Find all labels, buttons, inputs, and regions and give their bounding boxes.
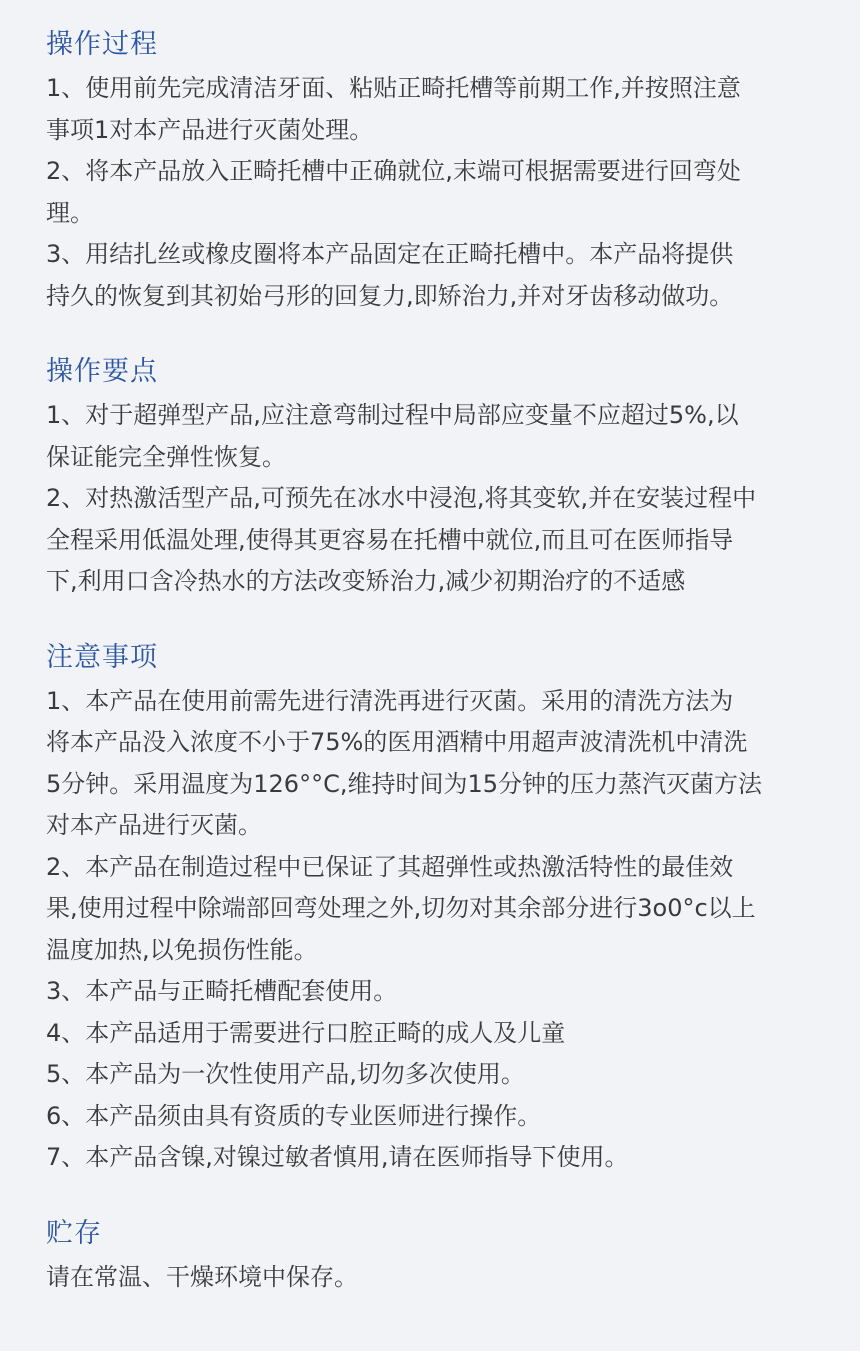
section-heading: 注意事项: [46, 641, 158, 673]
paragraph: 2、本产品在制造过程中已保证了其超弹性或热激活特性的最佳效 果,使用过程中除端部回弯处理之外,切勿对其余部分进行3o0°c以上 温度加热,以免损伤性能。: [46, 852, 756, 964]
section-precautions: [46, 639, 860, 1179]
paragraph: 3、本产品与正畸托槽配套使用。: [46, 977, 398, 1005]
section-heading: 操作过程: [46, 29, 158, 60]
paragraph: 1、对于超弹型产品,应注意弯制过程中局部应变量不应超过5%,以 保证能完全弹性恢复。: [46, 401, 739, 471]
section-heading: 贮存: [46, 1217, 102, 1249]
section-heading: 操作要点: [46, 356, 158, 387]
paragraph: 请在常温、干燥环境中保存。: [46, 1262, 358, 1291]
paragraph: 1、使用前先完成清洁牙面、粘贴正畸托槽等前期工作,并按照注意 事项1对本产品进行灭菌处理。: [46, 74, 741, 144]
section-operation-process: [46, 26, 860, 317]
paragraph: 5、本产品为一次性使用产品,切勿多次使用。: [46, 1060, 525, 1088]
paragraph: 4、本产品适用于需要进行口腔正畸的成人及儿童: [46, 1018, 566, 1047]
paragraph: 2、对热激活型产品,可预先在冰水中浸泡,将其变软,并在安装过程中 全程采用低温处理,使得其更容易在托槽中就位,而且可在医师指导 下,利用口含冷热水的方法改变矫治力,减少初期治疗的不适感: [46, 484, 757, 595]
paragraph: 2、将本产品放入正畸托槽中正确就位,末端可根据需要进行回弯处 理。: [46, 157, 741, 227]
section-storage: [46, 1215, 860, 1299]
paragraph: 7、本产品含镍,对镍过敏者慎用,请在医师指导下使用。: [46, 1143, 629, 1171]
paragraph: 6、本产品须由具有资质的专业医师进行操作。: [46, 1101, 542, 1130]
section-operation-key-points: [46, 353, 860, 603]
paragraph: 1、本产品在使用前需先进行清洗再进行灭菌。采用的清洗方法为 将本产品没入浓度不小于75%的医用酒精中用超声波清洗机中清洗 5分钟。采用温度为126°°C,维持时间为15分钟的压力蒸汽灭菌方法 对本产品进行灭菌。: [46, 686, 763, 839]
paragraph: 3、用结扎丝或橡皮圈将本产品固定在正畸托槽中。本产品将提供 持久的恢复到其初始弓形的回复力,即矫治力,并对牙齿移动做功。: [46, 240, 734, 310]
